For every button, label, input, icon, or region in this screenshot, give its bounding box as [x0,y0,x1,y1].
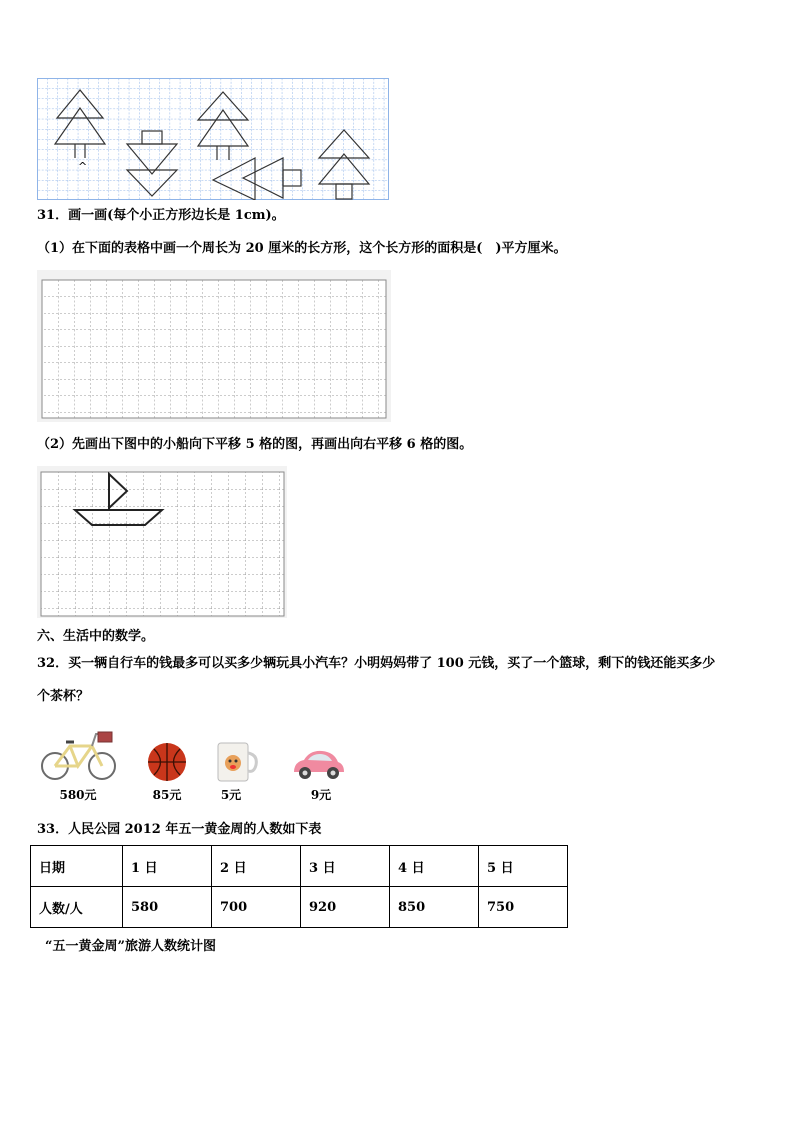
table-cell: 人数/人 [31,887,123,928]
visitor-table [30,845,568,928]
table-cell: 1 日 [123,846,212,887]
table-cell: 日期 [31,846,123,887]
table-cell: 5 日 [479,846,568,887]
q31-title: 31．画一画(每个小正方形边长是 1cm)。 [37,208,285,223]
table-cell: 920 [301,887,390,928]
basketball-picture [147,742,187,782]
basketball-price: 85元 [152,788,182,802]
bicycle-price: 580元 [59,788,97,802]
q33-title: 33．人民公园 2012 年五一黄金周的人数如下表 [37,822,322,837]
q31-part1: （1）在下面的表格中画一个周长为 20 厘米的长方形，这个长方形的面积是( )平方厘米。 [37,241,567,256]
teacup-price: 5元 [220,788,242,802]
rectangle-drawing-grid[interactable] [37,270,391,422]
table-cell: 700 [212,887,301,928]
table-cell: 580 [123,887,212,928]
shapes-grid-figure [37,78,389,200]
basketball-icon [147,742,187,782]
rectangle-grid-svg [37,270,391,422]
q32-line1: 32．买一辆自行车的钱最多可以买多少辆玩具小汽车？小明妈妈带了 100 元钱，买了一个篮球，剩下的钱还能买多少 [37,656,716,671]
bicycle-picture [40,728,118,784]
tree1-mark: ^ [78,160,88,173]
table-cell: 2 日 [212,846,301,887]
q31-part2: （2）先画出下图中的小船向下平移 5 格的图，再画出向右平移 6 格的图。 [37,437,473,452]
table-cell: 750 [479,887,568,928]
chart-title: “五一黄金周”旅游人数统计图 [45,939,216,954]
teacup-icon [214,741,260,783]
toy-car-icon [290,748,346,782]
boat-grid-svg [37,466,287,618]
shapes-grid-svg [37,78,389,200]
boat-translation-grid[interactable] [37,466,287,618]
table-cell: 4 日 [390,846,479,887]
table-cell: 850 [390,887,479,928]
table-cell: 3 日 [301,846,390,887]
table-row-visitors [31,887,568,928]
toy-car-price: 9元 [310,788,332,802]
q32-line2: 个茶杯？ [37,689,90,704]
section6-title: 六、生活中的数学。 [37,629,155,644]
bicycle-icon [40,728,118,784]
teacup-picture [214,741,260,783]
table-row-dates [31,846,568,887]
toy-car-picture [290,748,346,782]
